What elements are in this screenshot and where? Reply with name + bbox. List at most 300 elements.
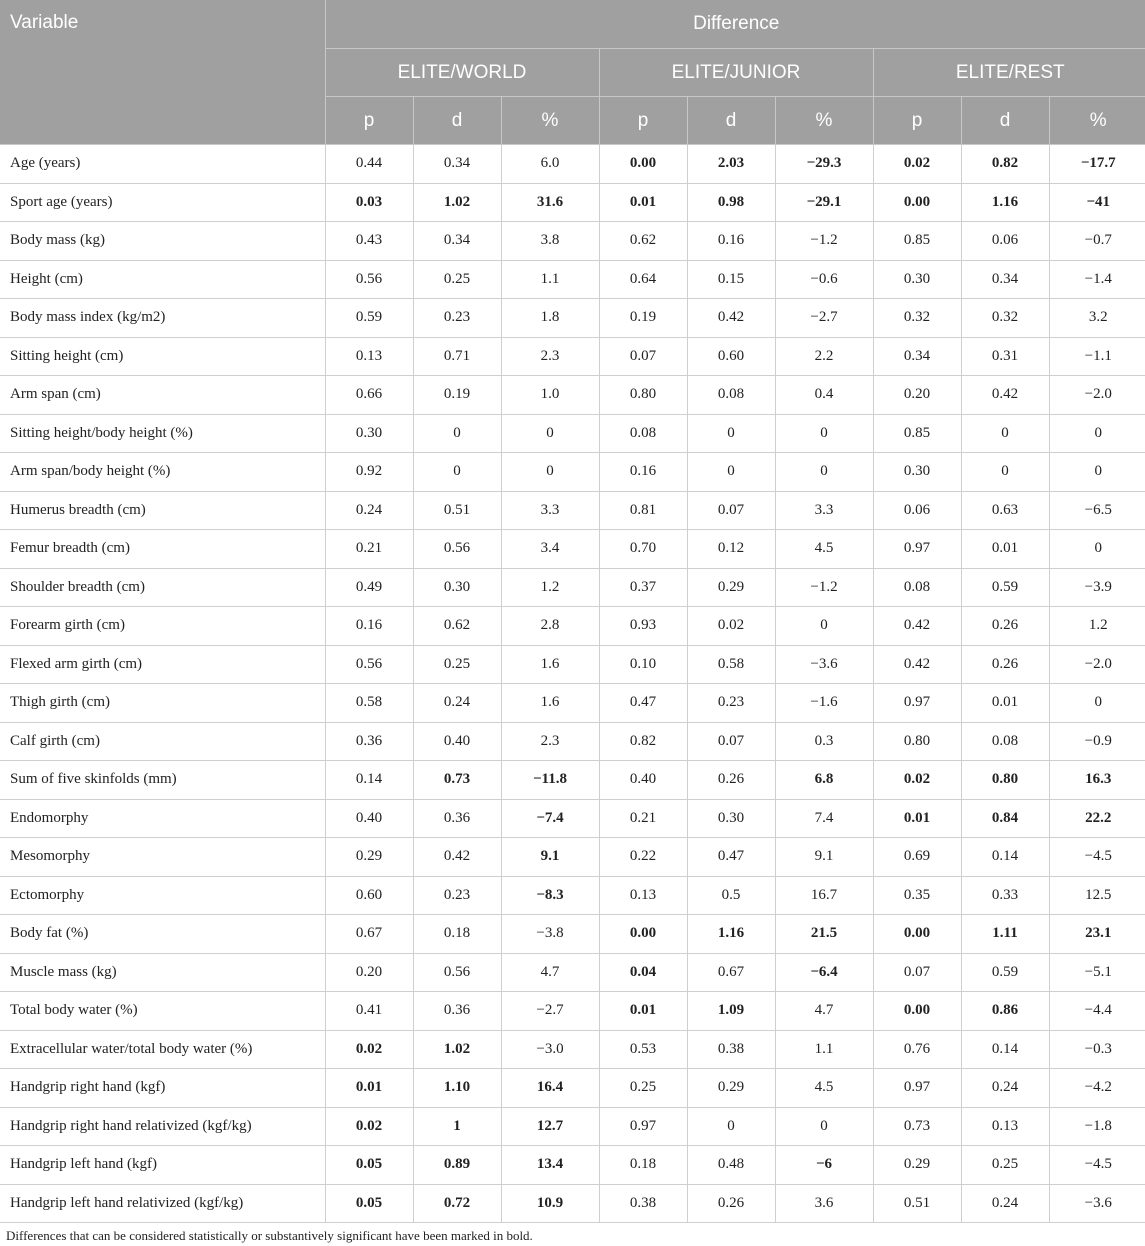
value-cell-world-d: 0.73: [413, 761, 501, 800]
value-cell-world-p: 0.02: [325, 1030, 413, 1069]
variable-cell: Sitting height/body height (%): [0, 414, 325, 453]
value-cell-world-d: 0.23: [413, 876, 501, 915]
variable-cell: Arm span (cm): [0, 376, 325, 415]
value-cell-junior-d: 0.29: [687, 1069, 775, 1108]
table-row: [0, 1146, 1145, 1185]
value-cell-junior-percent: 0.3: [775, 722, 873, 761]
value-cell-junior-d: 0.47: [687, 838, 775, 877]
value-cell-junior-d: 0.30: [687, 799, 775, 838]
table-row: [0, 337, 1145, 376]
variable-cell: Body mass index (kg/m2): [0, 299, 325, 338]
value-cell-junior-p: 0.19: [599, 299, 687, 338]
table-row: [0, 299, 1145, 338]
value-cell-junior-d: 0.60: [687, 337, 775, 376]
value-cell-rest-p: 0.80: [873, 722, 961, 761]
value-cell-junior-p: 0.00: [599, 145, 687, 184]
value-cell-world-p: 0.14: [325, 761, 413, 800]
table-row: [0, 761, 1145, 800]
value-cell-rest-percent: 0: [1049, 453, 1145, 492]
value-cell-junior-p: 0.81: [599, 491, 687, 530]
value-cell-world-p: 0.43: [325, 222, 413, 261]
value-cell-rest-p: 0.97: [873, 1069, 961, 1108]
value-cell-world-d: 0.18: [413, 915, 501, 954]
value-cell-junior-percent: 1.1: [775, 1030, 873, 1069]
value-cell-junior-d: 0.26: [687, 761, 775, 800]
value-cell-world-percent: 3.4: [501, 530, 599, 569]
value-cell-junior-percent: 0: [775, 414, 873, 453]
value-cell-world-percent: −8.3: [501, 876, 599, 915]
value-cell-rest-percent: 3.2: [1049, 299, 1145, 338]
value-cell-rest-d: 0.33: [961, 876, 1049, 915]
value-cell-junior-d: 0.16: [687, 222, 775, 261]
value-cell-world-percent: 1.8: [501, 299, 599, 338]
table-row: [0, 953, 1145, 992]
table-row: [0, 1184, 1145, 1223]
value-cell-rest-percent: 16.3: [1049, 761, 1145, 800]
value-cell-junior-percent: −6.4: [775, 953, 873, 992]
value-cell-rest-percent: −4.4: [1049, 992, 1145, 1031]
value-cell-rest-percent: 0: [1049, 414, 1145, 453]
value-cell-world-percent: 3.3: [501, 491, 599, 530]
table-row: [0, 607, 1145, 646]
value-cell-rest-d: 1.16: [961, 183, 1049, 222]
table-row: [0, 568, 1145, 607]
value-cell-junior-percent: −1.2: [775, 568, 873, 607]
value-cell-world-p: 0.59: [325, 299, 413, 338]
variable-cell: Sport age (years): [0, 183, 325, 222]
value-cell-world-p: 0.13: [325, 337, 413, 376]
table-row: [0, 491, 1145, 530]
variable-cell: Arm span/body height (%): [0, 453, 325, 492]
variable-cell: Flexed arm girth (cm): [0, 645, 325, 684]
value-cell-junior-p: 0.01: [599, 992, 687, 1031]
table-row: [0, 722, 1145, 761]
table-row: [0, 376, 1145, 415]
value-cell-rest-p: 0.30: [873, 260, 961, 299]
value-cell-world-d: 0.36: [413, 799, 501, 838]
value-cell-junior-p: 0.25: [599, 1069, 687, 1108]
value-cell-rest-percent: 0: [1049, 530, 1145, 569]
value-cell-junior-percent: 7.4: [775, 799, 873, 838]
value-cell-world-percent: 0: [501, 453, 599, 492]
variable-cell: Mesomorphy: [0, 838, 325, 877]
value-cell-junior-d: 0.98: [687, 183, 775, 222]
table-row: [0, 992, 1145, 1031]
value-cell-world-p: 0.24: [325, 491, 413, 530]
value-cell-rest-d: 0.26: [961, 645, 1049, 684]
value-cell-rest-p: 0.30: [873, 453, 961, 492]
value-cell-rest-percent: −4.5: [1049, 1146, 1145, 1185]
value-cell-world-p: 0.56: [325, 645, 413, 684]
value-cell-junior-d: 0.5: [687, 876, 775, 915]
value-cell-world-percent: −3.0: [501, 1030, 599, 1069]
variable-cell: Body fat (%): [0, 915, 325, 954]
value-cell-junior-d: 0.07: [687, 491, 775, 530]
value-cell-rest-d: 0.82: [961, 145, 1049, 184]
value-cell-junior-percent: 2.2: [775, 337, 873, 376]
table-row: [0, 453, 1145, 492]
value-cell-rest-d: 0.14: [961, 838, 1049, 877]
value-cell-rest-percent: −0.3: [1049, 1030, 1145, 1069]
value-cell-junior-d: 0.29: [687, 568, 775, 607]
value-cell-junior-p: 0.37: [599, 568, 687, 607]
value-cell-world-percent: 1.6: [501, 684, 599, 723]
value-cell-rest-percent: −6.5: [1049, 491, 1145, 530]
table-row: [0, 684, 1145, 723]
variable-cell: Sum of five skinfolds (mm): [0, 761, 325, 800]
value-cell-junior-d: 0.07: [687, 722, 775, 761]
value-cell-world-d: 1.02: [413, 183, 501, 222]
value-cell-world-d: 0.34: [413, 222, 501, 261]
variable-cell: Height (cm): [0, 260, 325, 299]
value-cell-junior-p: 0.97: [599, 1107, 687, 1146]
variable-cell: Age (years): [0, 145, 325, 184]
value-cell-junior-percent: 0: [775, 607, 873, 646]
value-cell-world-d: 0.25: [413, 645, 501, 684]
value-cell-junior-percent: −0.6: [775, 260, 873, 299]
value-cell-junior-percent: −29.3: [775, 145, 873, 184]
value-cell-rest-p: 0.00: [873, 992, 961, 1031]
value-cell-world-percent: 2.3: [501, 337, 599, 376]
value-cell-junior-d: 0.15: [687, 260, 775, 299]
value-cell-world-percent: 31.6: [501, 183, 599, 222]
value-cell-rest-d: 0.86: [961, 992, 1049, 1031]
value-cell-rest-percent: −1.8: [1049, 1107, 1145, 1146]
value-cell-junior-p: 0.01: [599, 183, 687, 222]
value-cell-rest-p: 0.07: [873, 953, 961, 992]
table-row: [0, 530, 1145, 569]
value-cell-rest-p: 0.08: [873, 568, 961, 607]
value-cell-world-p: 0.41: [325, 992, 413, 1031]
value-cell-junior-p: 0.64: [599, 260, 687, 299]
value-cell-junior-d: 0.02: [687, 607, 775, 646]
value-cell-junior-percent: 0.4: [775, 376, 873, 415]
value-cell-rest-d: 0.80: [961, 761, 1049, 800]
value-cell-rest-percent: 1.2: [1049, 607, 1145, 646]
value-cell-rest-percent: −41: [1049, 183, 1145, 222]
value-cell-junior-d: 0.38: [687, 1030, 775, 1069]
value-cell-rest-percent: 22.2: [1049, 799, 1145, 838]
value-cell-rest-percent: 12.5: [1049, 876, 1145, 915]
value-cell-junior-d: 0.23: [687, 684, 775, 723]
value-cell-world-d: 0: [413, 414, 501, 453]
value-cell-world-d: 0.72: [413, 1184, 501, 1223]
value-cell-rest-d: 0.84: [961, 799, 1049, 838]
value-cell-rest-d: 0.01: [961, 530, 1049, 569]
value-cell-world-p: 0.49: [325, 568, 413, 607]
table-body: [0, 145, 1145, 1223]
value-cell-rest-d: 0.32: [961, 299, 1049, 338]
value-cell-world-d: 0: [413, 453, 501, 492]
value-cell-world-d: 1.10: [413, 1069, 501, 1108]
value-cell-rest-percent: −3.9: [1049, 568, 1145, 607]
value-cell-world-percent: 3.8: [501, 222, 599, 261]
table-row: [0, 222, 1145, 261]
value-cell-world-percent: 1.2: [501, 568, 599, 607]
value-cell-junior-p: 0.62: [599, 222, 687, 261]
variable-cell: Handgrip right hand relativized (kgf/kg): [0, 1107, 325, 1146]
value-cell-world-p: 0.29: [325, 838, 413, 877]
value-cell-junior-percent: 0: [775, 1107, 873, 1146]
value-cell-world-p: 0.20: [325, 953, 413, 992]
table-row: [0, 1107, 1145, 1146]
value-cell-world-percent: −2.7: [501, 992, 599, 1031]
variable-cell: Endomorphy: [0, 799, 325, 838]
value-cell-world-d: 0.36: [413, 992, 501, 1031]
value-cell-world-p: 0.58: [325, 684, 413, 723]
value-cell-world-d: 0.34: [413, 145, 501, 184]
table-row: [0, 1030, 1145, 1069]
value-cell-junior-p: 0.21: [599, 799, 687, 838]
subcol-header-percent: %: [1049, 97, 1145, 145]
value-cell-world-d: 0.42: [413, 838, 501, 877]
value-cell-world-p: 0.05: [325, 1146, 413, 1185]
value-cell-junior-p: 0.80: [599, 376, 687, 415]
value-cell-junior-percent: 6.8: [775, 761, 873, 800]
value-cell-rest-percent: −3.6: [1049, 1184, 1145, 1223]
table-row: [0, 838, 1145, 877]
value-cell-world-percent: 1.1: [501, 260, 599, 299]
value-cell-rest-d: 0.13: [961, 1107, 1049, 1146]
value-cell-rest-d: 0.24: [961, 1184, 1049, 1223]
value-cell-world-d: 1.02: [413, 1030, 501, 1069]
variable-cell: Extracellular water/total body water (%): [0, 1030, 325, 1069]
value-cell-junior-d: 1.09: [687, 992, 775, 1031]
subcol-header-p: p: [873, 97, 961, 145]
value-cell-junior-p: 0.04: [599, 953, 687, 992]
value-cell-world-percent: −11.8: [501, 761, 599, 800]
table-row: [0, 799, 1145, 838]
value-cell-world-percent: −7.4: [501, 799, 599, 838]
value-cell-world-percent: 1.6: [501, 645, 599, 684]
value-cell-junior-d: 1.16: [687, 915, 775, 954]
value-cell-junior-percent: 9.1: [775, 838, 873, 877]
value-cell-rest-d: 0: [961, 453, 1049, 492]
value-cell-junior-percent: 4.5: [775, 1069, 873, 1108]
value-cell-junior-p: 0.53: [599, 1030, 687, 1069]
subcol-header-d: d: [413, 97, 501, 145]
value-cell-world-percent: 13.4: [501, 1146, 599, 1185]
value-cell-world-d: 0.19: [413, 376, 501, 415]
value-cell-rest-p: 0.42: [873, 645, 961, 684]
value-cell-rest-percent: −4.5: [1049, 838, 1145, 877]
value-cell-world-d: 0.40: [413, 722, 501, 761]
value-cell-rest-percent: 0: [1049, 684, 1145, 723]
value-cell-world-p: 0.44: [325, 145, 413, 184]
value-cell-junior-d: 0: [687, 414, 775, 453]
variable-cell: Handgrip left hand (kgf): [0, 1146, 325, 1185]
value-cell-world-p: 0.40: [325, 799, 413, 838]
value-cell-rest-percent: −1.4: [1049, 260, 1145, 299]
value-cell-rest-percent: −5.1: [1049, 953, 1145, 992]
table-footnote: Differences that can be considered statistically or substantively significant have been marked in bold.: [6, 1228, 533, 1243]
value-cell-world-p: 0.16: [325, 607, 413, 646]
value-cell-junior-percent: 4.5: [775, 530, 873, 569]
value-cell-junior-p: 0.18: [599, 1146, 687, 1185]
value-cell-rest-p: 0.69: [873, 838, 961, 877]
value-cell-junior-percent: −29.1: [775, 183, 873, 222]
value-cell-rest-percent: −0.9: [1049, 722, 1145, 761]
value-cell-junior-percent: 21.5: [775, 915, 873, 954]
value-cell-junior-percent: −2.7: [775, 299, 873, 338]
value-cell-rest-p: 0.20: [873, 376, 961, 415]
variable-cell: Handgrip right hand (kgf): [0, 1069, 325, 1108]
value-cell-junior-percent: 16.7: [775, 876, 873, 915]
value-cell-rest-d: 0.26: [961, 607, 1049, 646]
value-cell-junior-percent: 4.7: [775, 992, 873, 1031]
subcol-header-p: p: [599, 97, 687, 145]
value-cell-junior-d: 0.42: [687, 299, 775, 338]
group-header-elite-world: ELITE/WORLD: [325, 49, 599, 97]
value-cell-world-p: 0.60: [325, 876, 413, 915]
value-cell-world-percent: 9.1: [501, 838, 599, 877]
value-cell-junior-percent: 3.6: [775, 1184, 873, 1223]
value-cell-rest-d: 0.25: [961, 1146, 1049, 1185]
value-cell-rest-p: 0.76: [873, 1030, 961, 1069]
subcol-header-p: p: [325, 97, 413, 145]
value-cell-junior-percent: −1.2: [775, 222, 873, 261]
value-cell-world-d: 0.56: [413, 953, 501, 992]
table-row: [0, 1069, 1145, 1108]
value-cell-junior-p: 0.93: [599, 607, 687, 646]
value-cell-rest-p: 0.73: [873, 1107, 961, 1146]
value-cell-world-p: 0.01: [325, 1069, 413, 1108]
value-cell-rest-d: 0.31: [961, 337, 1049, 376]
subcol-header-percent: %: [775, 97, 873, 145]
table-row: [0, 915, 1145, 954]
value-cell-rest-p: 0.00: [873, 915, 961, 954]
value-cell-rest-d: 0.14: [961, 1030, 1049, 1069]
value-cell-junior-d: 0.26: [687, 1184, 775, 1223]
value-cell-world-p: 0.05: [325, 1184, 413, 1223]
value-cell-world-d: 0.56: [413, 530, 501, 569]
value-cell-rest-p: 0.85: [873, 414, 961, 453]
value-cell-world-p: 0.92: [325, 453, 413, 492]
value-cell-world-d: 0.62: [413, 607, 501, 646]
value-cell-junior-d: 0.67: [687, 953, 775, 992]
value-cell-world-percent: 0: [501, 414, 599, 453]
value-cell-junior-p: 0.40: [599, 761, 687, 800]
value-cell-junior-percent: −3.6: [775, 645, 873, 684]
value-cell-rest-percent: −4.2: [1049, 1069, 1145, 1108]
value-cell-rest-percent: −1.1: [1049, 337, 1145, 376]
table-row: [0, 183, 1145, 222]
value-cell-junior-d: 0.08: [687, 376, 775, 415]
value-cell-rest-d: 0.01: [961, 684, 1049, 723]
value-cell-world-d: 0.25: [413, 260, 501, 299]
variable-cell: Humerus breadth (cm): [0, 491, 325, 530]
value-cell-rest-p: 0.29: [873, 1146, 961, 1185]
value-cell-junior-p: 0.70: [599, 530, 687, 569]
table-row: [0, 876, 1145, 915]
value-cell-world-percent: 12.7: [501, 1107, 599, 1146]
value-cell-rest-percent: −0.7: [1049, 222, 1145, 261]
group-header-elite-junior: ELITE/JUNIOR: [599, 49, 873, 97]
variable-cell: Shoulder breadth (cm): [0, 568, 325, 607]
value-cell-rest-p: 0.34: [873, 337, 961, 376]
value-cell-world-percent: 1.0: [501, 376, 599, 415]
variable-cell: Thigh girth (cm): [0, 684, 325, 723]
value-cell-world-p: 0.66: [325, 376, 413, 415]
value-cell-world-p: 0.67: [325, 915, 413, 954]
table-row: [0, 645, 1145, 684]
value-cell-junior-d: 0.12: [687, 530, 775, 569]
table-header: [0, 0, 1145, 145]
value-cell-junior-percent: −1.6: [775, 684, 873, 723]
value-cell-rest-p: 0.00: [873, 183, 961, 222]
value-cell-junior-p: 0.38: [599, 1184, 687, 1223]
value-cell-rest-d: 0.59: [961, 953, 1049, 992]
value-cell-rest-percent: −2.0: [1049, 376, 1145, 415]
value-cell-junior-d: 0: [687, 453, 775, 492]
value-cell-junior-p: 0.00: [599, 915, 687, 954]
value-cell-world-p: 0.30: [325, 414, 413, 453]
value-cell-world-p: 0.56: [325, 260, 413, 299]
value-cell-world-percent: 16.4: [501, 1069, 599, 1108]
value-cell-world-d: 0.30: [413, 568, 501, 607]
value-cell-world-percent: 2.3: [501, 722, 599, 761]
variable-column-header: Variable: [0, 0, 325, 145]
value-cell-rest-p: 0.06: [873, 491, 961, 530]
value-cell-rest-p: 0.02: [873, 761, 961, 800]
value-cell-rest-p: 0.97: [873, 530, 961, 569]
value-cell-rest-d: 0.24: [961, 1069, 1049, 1108]
variable-cell: Calf girth (cm): [0, 722, 325, 761]
difference-header: Difference: [325, 0, 1145, 49]
variable-cell: Handgrip left hand relativized (kgf/kg): [0, 1184, 325, 1223]
value-cell-junior-p: 0.82: [599, 722, 687, 761]
value-cell-world-p: 0.03: [325, 183, 413, 222]
subcol-header-d: d: [961, 97, 1049, 145]
variable-cell: Femur breadth (cm): [0, 530, 325, 569]
value-cell-world-percent: 2.8: [501, 607, 599, 646]
value-cell-junior-percent: −6: [775, 1146, 873, 1185]
value-cell-junior-percent: 3.3: [775, 491, 873, 530]
value-cell-junior-d: 0.58: [687, 645, 775, 684]
value-cell-rest-percent: −17.7: [1049, 145, 1145, 184]
variable-cell: Forearm girth (cm): [0, 607, 325, 646]
value-cell-rest-p: 0.42: [873, 607, 961, 646]
value-cell-world-d: 0.51: [413, 491, 501, 530]
value-cell-world-d: 0.89: [413, 1146, 501, 1185]
variable-cell: Body mass (kg): [0, 222, 325, 261]
value-cell-rest-percent: −2.0: [1049, 645, 1145, 684]
value-cell-rest-p: 0.02: [873, 145, 961, 184]
group-header-elite-rest: ELITE/REST: [873, 49, 1145, 97]
value-cell-world-d: 0.24: [413, 684, 501, 723]
value-cell-world-percent: −3.8: [501, 915, 599, 954]
value-cell-rest-d: 0.59: [961, 568, 1049, 607]
value-cell-world-p: 0.21: [325, 530, 413, 569]
value-cell-rest-d: 0.34: [961, 260, 1049, 299]
value-cell-junior-p: 0.07: [599, 337, 687, 376]
value-cell-junior-d: 2.03: [687, 145, 775, 184]
value-cell-rest-percent: 23.1: [1049, 915, 1145, 954]
table-row: [0, 260, 1145, 299]
value-cell-world-p: 0.36: [325, 722, 413, 761]
value-cell-world-p: 0.02: [325, 1107, 413, 1146]
table-row: [0, 414, 1145, 453]
value-cell-world-percent: 4.7: [501, 953, 599, 992]
value-cell-junior-p: 0.08: [599, 414, 687, 453]
variable-cell: Muscle mass (kg): [0, 953, 325, 992]
subcol-header-percent: %: [501, 97, 599, 145]
value-cell-rest-d: 0.08: [961, 722, 1049, 761]
value-cell-world-d: 0.23: [413, 299, 501, 338]
value-cell-junior-p: 0.10: [599, 645, 687, 684]
value-cell-world-percent: 10.9: [501, 1184, 599, 1223]
variable-cell: Total body water (%): [0, 992, 325, 1031]
